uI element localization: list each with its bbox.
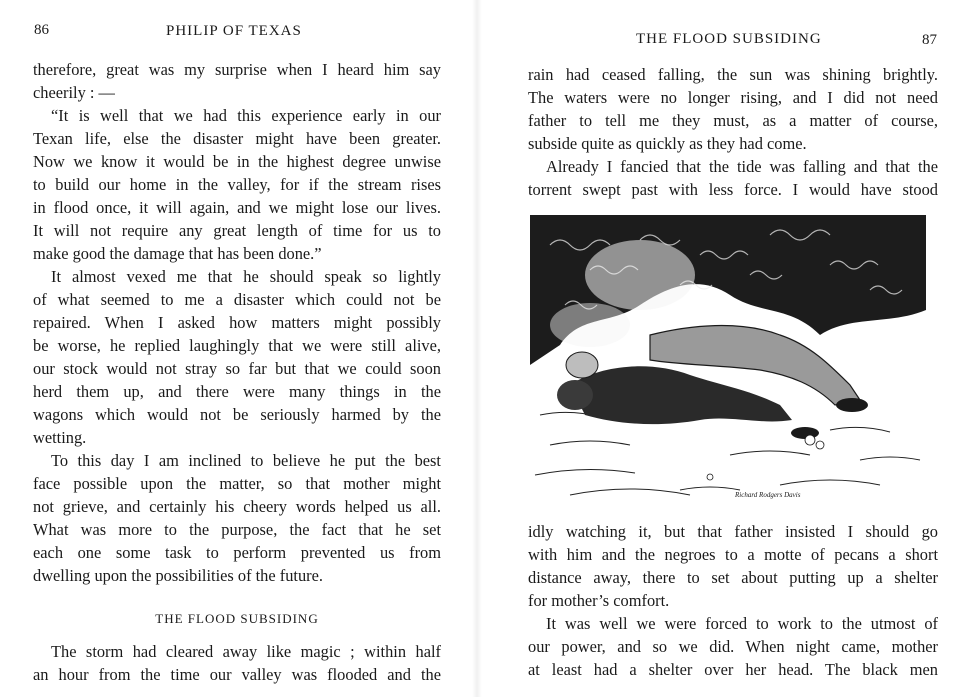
text-line: at least had a shelter over her head. The black men <box>528 660 938 679</box>
book-gutter <box>472 0 482 697</box>
text-line: make good the damage that has been done.” <box>33 244 322 263</box>
text-line: father to tell me they must, as a matter of course, <box>528 111 938 130</box>
artist-signature: Richard Rodgers Davis <box>735 491 801 499</box>
text-line: wagons which would not be seriously harmed by the <box>33 405 441 424</box>
text-line: of what seemed to me a disaster which could not be <box>33 290 441 309</box>
text-line: an hour from the time our valley was flooded and the <box>33 665 441 684</box>
text-line: therefore, great was my surprise when I heard him say <box>33 60 441 79</box>
page-number: 87 <box>922 32 937 48</box>
text-line: not grieve, and certainly his cheery words helped us all. <box>33 497 441 516</box>
text-line: Texan life, else the disaster might have been greater. <box>33 129 441 148</box>
text-line: The waters were no longer rising, and I did not need <box>528 88 938 107</box>
text-line: face possible upon the matter, so that mother might <box>33 474 441 493</box>
text-line: cheerily : — <box>33 83 115 102</box>
left-page <box>0 0 470 697</box>
text-line: “It is well that we had this experience early in our <box>51 106 441 125</box>
text-line: idly watching it, but that father insisted I should go <box>528 522 938 541</box>
text-line: The storm had cleared away like magic ; within half <box>51 642 441 661</box>
right-page <box>485 0 955 697</box>
text-line: distance away, there to set about putting up a shelter <box>528 568 938 587</box>
section-heading: THE FLOOD SUBSIDING <box>155 611 319 626</box>
running-head: THE FLOOD SUBSIDING <box>636 31 822 47</box>
body-text-lower <box>528 520 938 681</box>
body-text-upper <box>528 63 938 201</box>
text-line: Already I fancied that the tide was falling and that the <box>546 157 938 176</box>
text-line: repaired. When I asked how matters might possibly <box>33 313 441 332</box>
text-line: wetting. <box>33 428 87 447</box>
text-line: for mother’s comfort. <box>528 591 670 610</box>
text-line: each one some task to perform prevented us from <box>33 543 441 562</box>
text-line: To this day I am inclined to believe he put the best <box>51 451 441 470</box>
text-line: It was well we were forced to work to the utmost of <box>546 614 938 633</box>
text-line: What was more to the purpose, the fact that he set <box>33 520 441 539</box>
text-line: It almost vexed me that he should speak so lightly <box>51 267 441 286</box>
running-head: PHILIP OF TEXAS <box>166 23 302 39</box>
text-line: dwelling upon the possibilities of the future. <box>33 566 323 585</box>
text-line: It will not require any great length of time for us to <box>33 221 441 240</box>
text-line: be worse, he replied laughingly that we were still alive, <box>33 336 441 355</box>
page-number: 86 <box>34 22 49 38</box>
text-line: our stock would not stray so far but that we could soon <box>33 359 441 378</box>
text-line: our power, and so we did. When night came, mother <box>528 637 938 656</box>
text-line: with him and the negroes to a motte of pecans a short <box>528 545 938 564</box>
engraving-illustration <box>530 215 926 505</box>
text-line: herd them up, and there were many things in the <box>33 382 441 401</box>
sleeping-boys-illustration <box>530 215 926 505</box>
text-line: Now we know it would be in the highest degree unwise <box>33 152 441 171</box>
text-line: torrent swept past with less force. I would have stood <box>528 180 938 199</box>
text-line: rain had ceased falling, the sun was shining brightly. <box>528 65 938 84</box>
text-line: in flood once, it will again, and we might lose our lives. <box>33 198 441 217</box>
body-text <box>33 58 441 686</box>
text-line: to build our home in the valley, for if the stream rises <box>33 175 441 194</box>
text-line: subside quite as quickly as they had come. <box>528 134 807 153</box>
